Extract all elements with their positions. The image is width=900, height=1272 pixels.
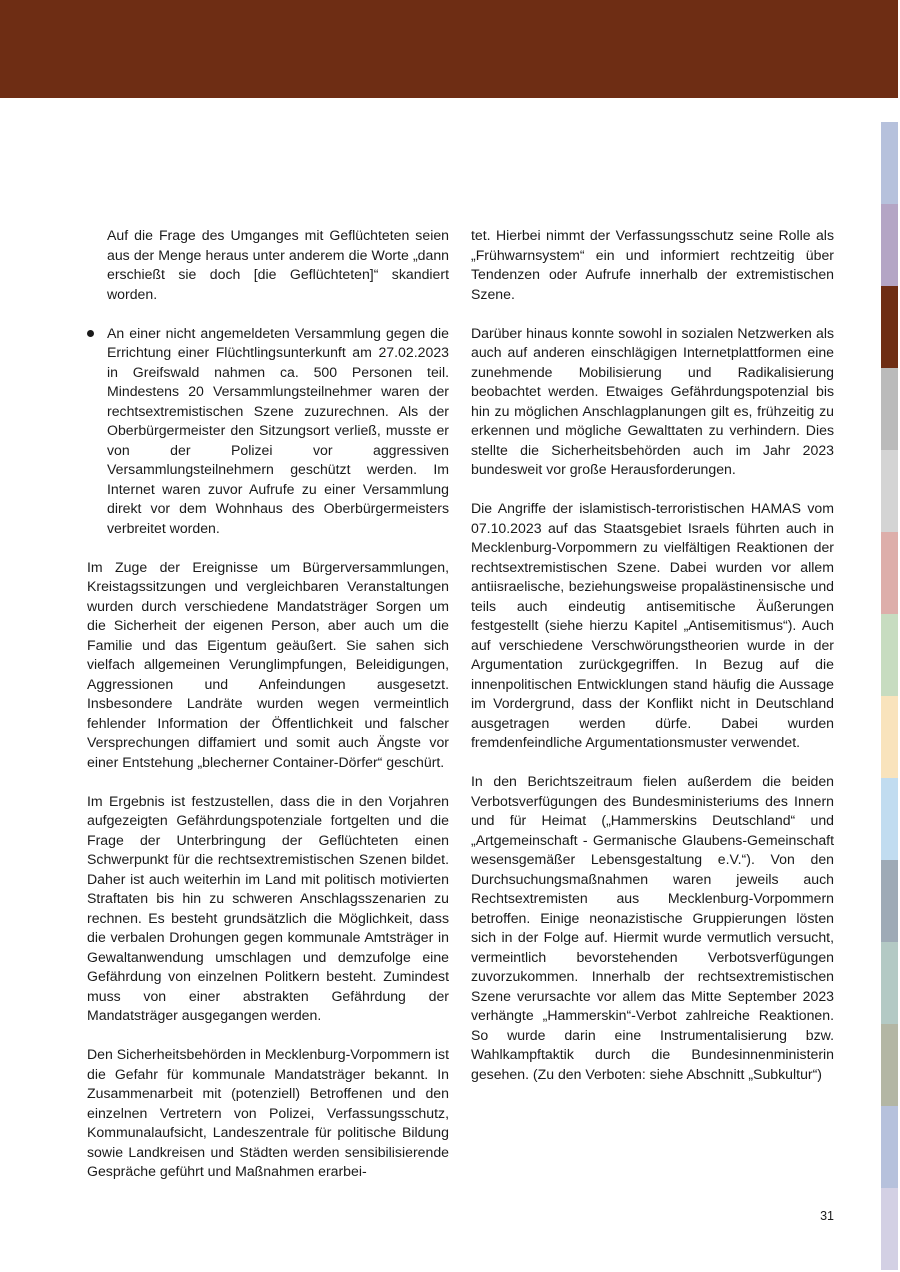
page-number: 31 <box>820 1209 834 1223</box>
body-paragraph: tet. Hierbei nimmt der Verfassungsschutz seine Rolle als „Frühwarnsystem“ ein und informiert rechtzeitig über Tendenzen oder Aufrufe innerhalb der extremistischen Szene. <box>471 227 834 302</box>
bullet-continuation-paragraph: Auf die Frage des Umganges mit Geflüchteten seien aus der Menge heraus unter anderem die Worte „dann erschießt sie doch [die Geflüchteten]“ skandiert worden. <box>107 227 449 302</box>
chapter-tab[interactable] <box>881 368 898 450</box>
chapter-tab[interactable] <box>881 1106 898 1188</box>
right-text-column <box>471 226 834 1104</box>
chapter-tab[interactable] <box>881 122 898 204</box>
chapter-tab[interactable] <box>881 1024 898 1106</box>
body-paragraph: Im Ergebnis ist festzustellen, dass die in den Vorjahren aufgezeigten Gefährdungspotenziale fortgelten und die Frage der Unterbringung der Geflüchteten einen Schwerpunkt für die rechtsextremistischen Szenen bildet. Daher ist auch weiterhin im Land mit politisch motivierten Straftaten bis hin zu schweren Anschlagsszenarien zu rechnen. Es besteht grundsätzlich die Möglichkeit, dass die verbalen Drohungen gegen kommunale Amtsträger in Gewaltanwendung umschlagen und demzufolge eine Gefährdung von einzelnen Politkern besteht. Zumindest muss von einer abstrakten Gefährdung der Mandatsträger ausgegangen werden. <box>87 792 449 1023</box>
body-paragraph: In den Berichtszeitraum fielen außerdem die beiden Verbotsverfügungen des Bundesministeriums des Innern und für Heimat („Hammerskins Deutschland“ und „Artgemeinschaft - Germanische Glaubens-Gemeinschaft wesensgemäßer Lebensgestaltung e.V.“). Von den Durchsuchungsmaßnahmen waren jeweils auch Rechtsextremisten aus Mecklenburg-Vorpommern betroffen. Einige neonazistische Gruppierungen lösten sich in der Folge auf. Hiermit wurde vermutlich versucht, vermeintlich bevorstehenden Verbotsverfügungen zuvorzukommen. Innerhalb der rechtsextremistischen Szene verursachte vor allem das Mitte September 2023 verhängte „Hammerskin“-Verbot zahlreiche Reaktionen. So wurde darin eine Instrumentalisierung bzw. Wahlkampftaktik durch die Bundesinnenministerin gesehen. (Zu den Verboten: siehe Abschnitt „Subkultur“) <box>471 773 834 1082</box>
chapter-tab-strip <box>881 122 898 1270</box>
body-paragraph: Darüber hinaus konnte sowohl in sozialen Netzwerken als auch auf anderen einschlägigen Internetplattformen eine zunehmende Mobilisierung und Radikalisierung beobachtet werden. Etwaiges Gefährdungspotenzial bis hin zu möglichen Anschlagplanungen gilt es, frühzeitig zu erkennen und mögliche Gewalttaten zu verhindern. Dies stellte die Sicherheitsbehörden auch im Jahr 2023 bundesweit vor große Herausforderungen. <box>471 324 834 477</box>
body-paragraph: Im Zuge der Ereignisse um Bürgerversammlungen, Kreistagssitzungen und vergleichbaren Veranstaltungen wurden durch verschiedene Mandatsträger Sorgen um die Sicherheit der eigenen Person, aber auch um die Familie und das Eigentum geäußert. Sie sahen sich vielfach allgemeinen Verunglimpfungen, Beleidigungen, Aggressionen und Anfeindungen ausgesetzt. Insbesondere Landräte wurden wegen vermeintlich fehlender Information der Öffentlichkeit und falscher Versprechungen diffamiert und somit auch Ängste vor einer Entstehung „blecherner Container-Dörfer“ geschürt. <box>87 558 449 770</box>
chapter-tab[interactable] <box>881 860 898 942</box>
body-paragraph: Die Angriffe der islamistisch-terroristischen HAMAS vom 07.10.2023 auf das Staatsgebiet Israels führten auch in Mecklenburg-Vorpommern zu vielfältigen Reaktionen der rechtsextremistischen Szene. Dabei wurden vor allem antiisraelische, beziehungsweise propalästinensische und teils auch eindeutig antisemitische Äußerungen festgestellt (siehe hierzu Kapitel „Antisemitismus“). Auch auf verschiedene Verschwörungstheorien wurde in der Argumentation zurückgegriffen. In Bezug auf die innenpolitischen Entwicklungen stand häufig die Aussage im Vordergrund, dass der Konflikt nicht in Deutschland ausgetragen werden dürfe. Dabei wurden fremdenfeindliche Argumentationsmuster verwendet. <box>471 500 834 750</box>
chapter-tab[interactable] <box>881 450 898 532</box>
chapter-tab[interactable] <box>881 532 898 614</box>
body-paragraph: Den Sicherheitsbehörden in Mecklenburg-Vorpommern ist die Gefahr für kommunale Mandatsträger bekannt. In Zusammenarbeit mit (potenziell) Betroffenen und den einzelnen Vertretern von Polizei, Verfassungsschutz, Kommunalaufsicht, Landeszentrale für politische Bildung sowie Landkreisen und Städten werden sensibilisierende Gespräche geführt und Maßnahmen erarbei- <box>87 1046 449 1179</box>
chapter-tab[interactable] <box>881 696 898 778</box>
bullet-list-item <box>87 324 449 539</box>
bullet-text: An einer nicht angemeldeten Versammlung gegen die Errichtung einer Flüchtlingsunterkunft am 27.02.2023 in Greifswald nahmen ca. 500 Personen teil. Mindestens 20 Versammlungsteilnehmer waren der rechtsextremistischen Szene zuzurechnen. Als der Oberbürgermeister den Sitzungsort verließ, musste er von der Polizei vor aggressiven Versammlungsteilnehmern geschützt werden. Im Internet waren zuvor Aufrufe zu einer Versammlung direkt vor dem Wohnhaus des Oberbürgermeisters verbreitet worden. <box>107 324 449 536</box>
chapter-tab[interactable] <box>881 1188 898 1270</box>
chapter-tab-active[interactable] <box>881 286 898 368</box>
chapter-tab[interactable] <box>881 942 898 1024</box>
chapter-tab[interactable] <box>881 204 898 286</box>
left-text-column <box>87 226 449 1201</box>
chapter-tab[interactable] <box>881 614 898 696</box>
header-band <box>0 0 898 98</box>
bullet-icon <box>87 330 94 337</box>
chapter-tab[interactable] <box>881 778 898 860</box>
